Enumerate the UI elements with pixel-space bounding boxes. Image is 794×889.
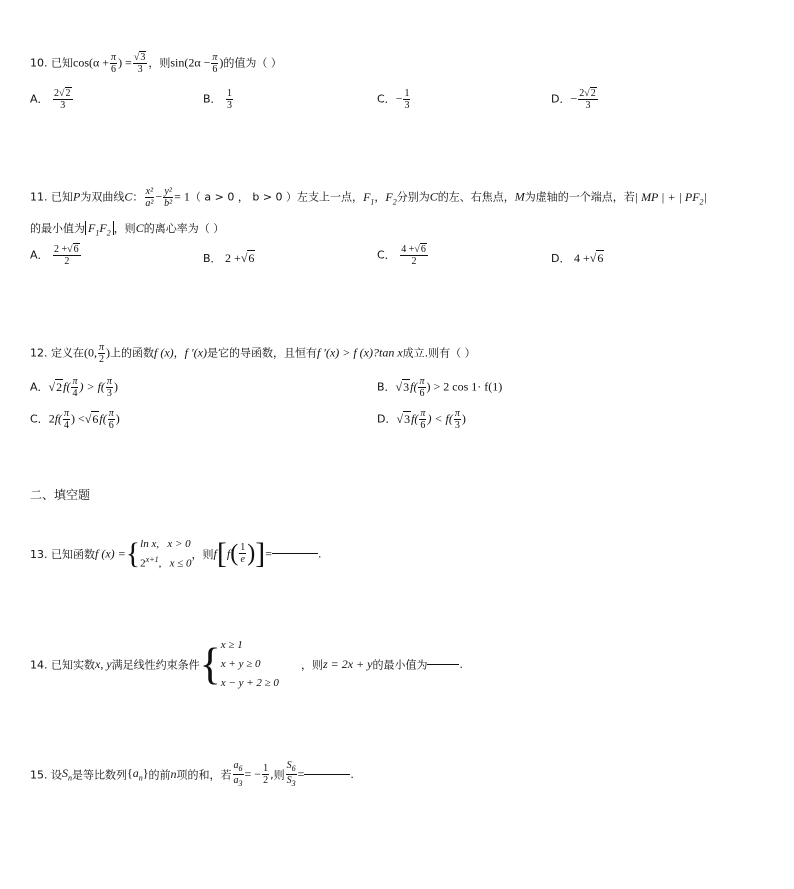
radicand: 6	[597, 251, 604, 265]
math-expr: ) <	[71, 411, 85, 426]
frac-den: 2	[64, 256, 70, 267]
answer-blank[interactable]	[304, 774, 350, 775]
coef: 2	[579, 88, 585, 99]
frac-num: π	[72, 376, 78, 387]
radical: √6	[589, 251, 604, 265]
fraction	[133, 52, 148, 75]
radicand: 6	[73, 244, 79, 255]
frac-den: 2	[99, 354, 104, 365]
frac-den: 2	[411, 256, 417, 267]
question-14-stem	[30, 636, 463, 693]
frac-num: $S_6$	[286, 760, 296, 773]
radical: √6	[240, 251, 255, 265]
text: 的值为（ ）	[223, 56, 282, 70]
math-expr: f	[226, 546, 231, 561]
frac-num: $a_6$	[233, 760, 243, 773]
frac-den: 6	[419, 388, 425, 399]
text: 为双曲线	[80, 190, 125, 204]
frac-num: 2√2	[579, 88, 596, 99]
fraction	[63, 408, 70, 431]
math-expr: f ′(x)	[184, 345, 207, 360]
frac-num: π	[454, 408, 460, 419]
math-expr: f(	[99, 411, 107, 426]
fraction	[286, 760, 297, 789]
question-12-stem	[30, 342, 476, 365]
text: 是等比数列	[72, 768, 127, 782]
frac-den: 3	[454, 420, 460, 431]
fraction	[226, 88, 233, 111]
text: 分别为	[396, 190, 430, 204]
fraction	[211, 52, 218, 75]
math-expr: cos(α +	[73, 55, 110, 70]
left-brace: {	[125, 536, 141, 570]
radical: √2	[48, 379, 63, 394]
text: 上的函数	[110, 346, 155, 360]
radical: √3	[396, 411, 411, 426]
frac-num: π	[419, 376, 425, 387]
math-expr: (0,	[84, 345, 97, 360]
math-expr: f (x) =	[95, 546, 126, 561]
fraction	[262, 763, 269, 786]
math-expr: )	[106, 345, 111, 360]
frac-num: y²	[164, 186, 172, 197]
text: 的最小值为	[372, 658, 428, 672]
math-op: = −	[244, 767, 262, 781]
sign: −	[395, 91, 403, 106]
frac-den: $a_3$	[233, 775, 243, 788]
frac-num: √3	[133, 52, 146, 63]
radicand: 6	[92, 411, 99, 426]
frac-den: 3	[60, 100, 66, 111]
frac-den: 4	[64, 420, 70, 431]
question-11-stem-line2	[30, 220, 224, 237]
option-label: C．	[30, 412, 49, 426]
math-expr: ) =	[118, 55, 132, 70]
text: （ a > 0 ， b > 0 ）左支上一点，	[189, 190, 364, 204]
text: ，则	[148, 56, 171, 70]
frac-den: 6	[212, 64, 218, 75]
text: 的离心率为（ ）	[143, 222, 225, 235]
math-var: n	[170, 767, 177, 781]
frac-num: 2√2	[54, 88, 71, 99]
math-expr: f(	[411, 411, 419, 426]
option-b[interactable]	[377, 376, 502, 399]
math-expr: )	[461, 411, 466, 426]
frac-den: 3	[585, 100, 591, 111]
math-expr: f (x)	[154, 345, 174, 360]
math-expr: )	[113, 379, 118, 394]
answer-blank[interactable]	[272, 553, 318, 554]
fraction	[108, 408, 115, 431]
math-op: =	[265, 546, 272, 561]
constraint-system	[221, 636, 279, 693]
frac-num: x²	[145, 186, 154, 197]
frac-num: π	[99, 342, 105, 353]
fraction	[144, 186, 154, 209]
math-expr: ) > 2 cos 1· f(1)	[426, 379, 503, 394]
coef: 2	[54, 88, 60, 99]
frac-num: 1	[227, 88, 233, 99]
radicand: 6	[420, 244, 426, 255]
text: ，则	[113, 222, 136, 235]
radical: √3	[395, 379, 410, 394]
text: 项的和，若	[176, 768, 232, 782]
frac-den: 2	[263, 775, 269, 786]
comma: ,	[158, 557, 162, 570]
fraction	[400, 244, 428, 267]
frac-den: 3	[137, 64, 143, 75]
fraction	[233, 760, 244, 789]
option-label: B．	[203, 92, 222, 106]
text: .	[318, 547, 322, 561]
fraction	[110, 52, 117, 75]
radicand: 3	[140, 52, 146, 63]
math-expr: $F_1F_2$	[85, 221, 114, 235]
option-a[interactable]	[30, 244, 82, 267]
frac-num: π	[111, 52, 117, 63]
question-10-stem	[30, 52, 282, 75]
text: 为虚轴的一个端点，若	[524, 190, 635, 204]
frac-den: $S_3$	[286, 775, 296, 788]
case-expr: ln x,	[140, 538, 160, 550]
math-expr: sin(2α −	[170, 55, 211, 70]
radicand: 2	[65, 88, 71, 99]
text: 的左、右焦点，	[437, 190, 515, 204]
fraction	[163, 186, 173, 209]
right-paren: )	[247, 540, 256, 567]
option-label: A．	[30, 92, 49, 106]
question-number: 12. 定义在	[30, 346, 84, 360]
case-expr: 2	[140, 557, 146, 570]
math-expr: f(	[63, 379, 71, 394]
frac-num: π	[212, 52, 218, 63]
math-var: C	[124, 189, 133, 204]
math-expr: | MP | + | $PF_2|$	[634, 189, 707, 206]
math-expr: f(	[54, 411, 63, 426]
frac-num: 2 +√6	[54, 244, 79, 255]
text: 成立.则有（ ）	[402, 346, 476, 360]
frac-den: b²	[164, 198, 173, 209]
option-b[interactable]	[203, 250, 255, 266]
math-var: $S_n$	[62, 766, 72, 783]
term: 4 +	[573, 251, 590, 265]
radicand: 6	[248, 251, 255, 265]
radical: √6	[84, 411, 99, 426]
term: 2 +	[54, 244, 68, 255]
option-label: D．	[551, 252, 571, 265]
option-label: D．	[377, 412, 397, 426]
radicand: 2	[56, 379, 63, 394]
option-label: C．	[377, 92, 396, 106]
constraint: x − y + 2 ≥ 0	[220, 677, 279, 689]
math-expr: ) > f(	[79, 379, 105, 394]
radicand: 3	[404, 411, 411, 426]
text: 的前	[148, 768, 171, 782]
frac-den: a²	[145, 198, 154, 209]
text: ，	[374, 190, 386, 204]
coef: 2	[48, 411, 55, 426]
math-expr: f	[213, 546, 217, 561]
math-expr: = 1	[174, 189, 190, 204]
frac-den: 3	[106, 388, 112, 399]
frac-den: 6	[111, 64, 117, 75]
section-title: 二、填空题	[30, 488, 91, 502]
frac-num: 1	[263, 763, 269, 774]
sign: −	[570, 91, 578, 106]
case-cond: x > 0	[167, 538, 191, 550]
math-var: $F_2$	[385, 189, 397, 206]
fraction	[53, 244, 81, 267]
option-label: D．	[551, 92, 571, 106]
frac-num: π	[64, 408, 70, 419]
math-var: $F_1$	[363, 189, 375, 206]
frac-den: 6	[420, 420, 426, 431]
text: ，	[173, 346, 185, 360]
fraction	[403, 88, 410, 111]
radicand: 3	[403, 379, 410, 394]
fraction	[106, 376, 113, 399]
math-expr: f(	[410, 379, 418, 394]
frac-den: 4	[72, 388, 78, 399]
text: ，则	[191, 547, 214, 561]
question-11-stem-line1	[30, 186, 707, 209]
fraction	[239, 542, 246, 565]
fraction	[454, 408, 461, 431]
math-expr: z = 2x + y	[322, 657, 373, 671]
text: ：	[132, 190, 144, 204]
left-brace: {	[199, 639, 221, 689]
question-15-stem	[30, 760, 354, 789]
question-number: 11. 已知	[30, 190, 73, 204]
option-a[interactable]	[30, 376, 118, 399]
math-expr: x, y	[95, 657, 112, 671]
math-op: −	[155, 189, 163, 204]
option-label: A．	[30, 248, 49, 262]
sequence-notation: $\{a_n\}$	[127, 766, 149, 783]
math-var: C	[429, 189, 438, 204]
question-number: 13. 已知函数	[30, 547, 95, 561]
option-label: B．	[203, 252, 222, 265]
math-expr: )	[219, 55, 224, 70]
math-expr: f ′(x) > f (x)?tan x	[316, 345, 403, 360]
exponent: x+1	[145, 555, 159, 564]
constraint: x ≥ 1	[220, 639, 243, 651]
math-expr: )	[115, 411, 120, 426]
question-13-stem	[30, 536, 322, 572]
question-number: 14. 已知实数	[30, 658, 95, 672]
text: ，则	[300, 658, 323, 672]
piecewise-cases	[140, 536, 191, 572]
constraint: x + y ≥ 0	[220, 658, 261, 670]
fraction	[419, 408, 426, 431]
option-c[interactable]	[377, 88, 411, 111]
option-label: B．	[377, 380, 396, 394]
text: .	[459, 658, 463, 671]
option-d[interactable]	[551, 250, 604, 266]
fraction	[98, 342, 105, 365]
frac-num: π	[420, 408, 426, 419]
question-number: 10. 已知	[30, 56, 73, 70]
case-2	[140, 552, 191, 572]
option-c[interactable]	[377, 244, 429, 267]
frac-den: 3	[227, 100, 233, 111]
option-a[interactable]	[30, 88, 74, 111]
text: 的最小值为	[30, 222, 85, 235]
text: 是它的导函数，且恒有	[206, 346, 317, 360]
fraction	[53, 88, 73, 111]
case-1	[140, 536, 191, 552]
option-d[interactable]	[377, 408, 466, 431]
case-cond: x ≤ 0	[169, 557, 192, 570]
text: .	[350, 768, 354, 781]
option-c[interactable]	[30, 408, 120, 431]
radicand: 2	[590, 88, 596, 99]
frac-num: 1	[404, 88, 410, 99]
frac-den: 6	[108, 420, 114, 431]
math-var: M	[514, 189, 525, 204]
frac-num: π	[106, 376, 112, 387]
option-label: A．	[30, 380, 49, 394]
answer-blank[interactable]	[427, 664, 459, 665]
math-op: =	[297, 767, 305, 781]
text: 满足线性约束条件	[111, 658, 200, 672]
frac-den: e	[240, 554, 245, 566]
math-var: C	[135, 221, 144, 235]
left-paren: (	[230, 540, 239, 567]
question-number: 15. 设	[30, 768, 62, 782]
term: 2 +	[225, 251, 241, 265]
frac-num: 4 +√6	[401, 244, 426, 255]
math-expr: ) < f(	[427, 411, 453, 426]
fraction	[71, 376, 78, 399]
right-bracket: ]	[255, 536, 266, 570]
left-bracket: [	[216, 536, 227, 570]
math-var: P	[73, 189, 81, 204]
term: 4 +	[401, 244, 415, 255]
fraction	[578, 88, 598, 111]
frac-num: π	[108, 408, 114, 419]
option-label: C．	[377, 248, 396, 262]
option-d[interactable]	[551, 88, 599, 111]
text: ,则	[270, 768, 285, 782]
frac-num: 1	[240, 542, 246, 554]
fraction	[418, 376, 425, 399]
frac-den: 3	[404, 100, 410, 111]
option-b[interactable]	[203, 88, 234, 111]
